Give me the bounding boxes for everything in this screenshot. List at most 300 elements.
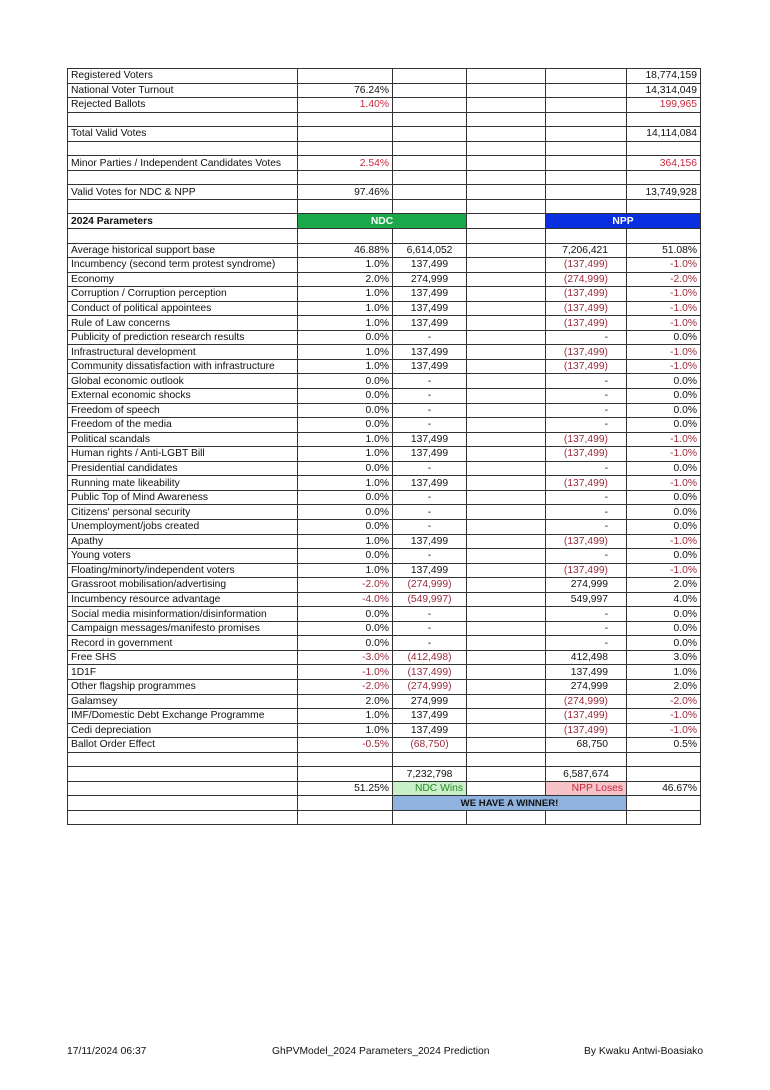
empty-cell [393,156,467,171]
empty-cell [546,752,627,767]
ndc-votes-cell: 274,999 [393,272,467,287]
parameter-row [68,418,701,433]
parameter-row [68,607,701,622]
empty-cell [467,490,546,505]
parameter-label: Global economic outlook [68,374,298,389]
parameter-rows [68,243,701,752]
empty-cell [467,287,546,302]
parameter-label: Unemployment/jobs created [68,519,298,534]
empty-cell [298,796,393,811]
parameter-row [68,243,701,258]
empty-cell [467,316,546,331]
parameter-label: Human rights / Anti-LGBT Bill [68,447,298,462]
npp-votes-cell: 549,997 [546,592,627,607]
parameter-label: Publicity of prediction research results [68,330,298,345]
npp-pct-cell: 2.0% [627,578,701,593]
empty-cell [467,69,546,84]
parameter-row [68,301,701,316]
parameter-row [68,738,701,753]
empty-cell [627,199,701,214]
row-registered-voters [68,69,701,84]
empty-cell [393,98,467,113]
npp-pct-cell: 4.0% [627,592,701,607]
empty-cell [467,359,546,374]
parameter-row [68,389,701,404]
row-valid-ndc-npp [68,185,701,200]
parameter-label: External economic shocks [68,389,298,404]
empty-cell [546,127,627,142]
ndc-pct-cell: 0.0% [298,330,393,345]
npp-votes-cell: 274,999 [546,578,627,593]
row-vote-totals [68,767,701,782]
empty-cell [298,170,393,185]
ndc-pct-cell: -2.0% [298,679,393,694]
blank-row [68,752,701,767]
npp-votes-cell: - [546,621,627,636]
blank-row [68,112,701,127]
winner-banner: WE HAVE A WINNER! [393,796,627,811]
ndc-votes-cell: 137,499 [393,534,467,549]
parameter-row [68,272,701,287]
empty-cell [467,767,546,782]
ndc-total-pct: 51.25% [298,781,393,796]
row-minor-parties [68,156,701,171]
empty-cell [467,199,546,214]
blank-row [68,170,701,185]
npp-votes-cell: 68,750 [546,738,627,753]
parameter-label: Political scandals [68,432,298,447]
empty-cell [546,98,627,113]
npp-votes-cell: 7,206,421 [546,243,627,258]
ndc-votes-cell: 137,499 [393,563,467,578]
ndc-votes-cell: (68,750) [393,738,467,753]
npp-pct-cell: -1.0% [627,287,701,302]
npp-votes-cell: - [546,490,627,505]
ndc-pct-cell: 0.0% [298,403,393,418]
empty-cell [467,621,546,636]
empty-cell [298,229,393,244]
empty-cell [298,810,393,825]
parameter-row [68,447,701,462]
empty-cell [68,229,298,244]
npp-pct-cell: 0.0% [627,403,701,418]
empty-cell [467,534,546,549]
value-cell: 199,965 [627,98,701,113]
parameter-label: Presidential candidates [68,461,298,476]
empty-cell [393,112,467,127]
empty-cell [627,170,701,185]
ndc-pct-cell: -3.0% [298,650,393,665]
row-result [68,781,701,796]
empty-cell [467,665,546,680]
parameter-row [68,316,701,331]
empty-cell [298,752,393,767]
npp-pct-cell: 0.0% [627,374,701,389]
npp-total-pct: 46.67% [627,781,701,796]
npp-pct-cell: 0.5% [627,738,701,753]
empty-cell [467,127,546,142]
parameter-row [68,374,701,389]
empty-cell [467,83,546,98]
ndc-pct-cell: -1.0% [298,665,393,680]
npp-pct-cell: -1.0% [627,301,701,316]
npp-pct-cell: 0.0% [627,461,701,476]
parameter-label: Ballot Order Effect [68,738,298,753]
npp-votes-cell: (137,499) [546,534,627,549]
ndc-votes-cell: 137,499 [393,447,467,462]
npp-votes-cell: (137,499) [546,359,627,374]
npp-votes-cell: - [546,607,627,622]
empty-cell [467,418,546,433]
empty-cell [467,636,546,651]
empty-cell [467,563,546,578]
empty-cell [467,185,546,200]
parameter-label: Other flagship programmes [68,679,298,694]
ndc-header: NDC [298,214,467,229]
parameter-row [68,709,701,724]
npp-pct-cell: -1.0% [627,534,701,549]
empty-cell [627,752,701,767]
empty-cell [546,810,627,825]
parameter-row [68,679,701,694]
empty-cell [467,738,546,753]
npp-pct-cell: 0.0% [627,490,701,505]
ndc-pct-cell: 0.0% [298,461,393,476]
empty-cell [467,679,546,694]
parameter-label: Social media misinformation/disinformation [68,607,298,622]
ndc-pct-cell: 1.0% [298,447,393,462]
ndc-pct-cell: 0.0% [298,621,393,636]
empty-cell [467,258,546,273]
npp-pct-cell: 3.0% [627,650,701,665]
ndc-votes-cell: 137,499 [393,316,467,331]
empty-cell [546,185,627,200]
npp-votes-cell: (137,499) [546,258,627,273]
ndc-votes-cell: 137,499 [393,709,467,724]
empty-cell [546,141,627,156]
empty-cell [546,229,627,244]
empty-cell [68,796,298,811]
footer-datetime: 17/11/2024 06:37 [67,1046,147,1057]
ndc-pct-cell: 1.0% [298,723,393,738]
empty-cell [627,810,701,825]
pct-cell: 97.46% [298,185,393,200]
npp-pct-cell: 0.0% [627,505,701,520]
npp-votes-cell: 137,499 [546,665,627,680]
npp-pct-cell: 2.0% [627,679,701,694]
npp-votes-cell: (137,499) [546,287,627,302]
empty-cell [298,767,393,782]
empty-cell [467,156,546,171]
ndc-pct-cell: 0.0% [298,490,393,505]
npp-pct-cell: -1.0% [627,432,701,447]
npp-pct-cell: 0.0% [627,636,701,651]
ndc-votes-cell: 137,499 [393,258,467,273]
empty-cell [467,243,546,258]
empty-cell [467,432,546,447]
ndc-pct-cell: 1.0% [298,432,393,447]
empty-cell [467,578,546,593]
ndc-votes-cell: - [393,549,467,564]
ndc-result-badge: NDC Wins [393,781,467,796]
empty-cell [467,781,546,796]
ndc-votes-cell: 137,499 [393,432,467,447]
parameter-row [68,258,701,273]
parameter-row [68,287,701,302]
ndc-votes-cell: - [393,330,467,345]
parameter-row [68,578,701,593]
ndc-pct-cell: -2.0% [298,578,393,593]
ndc-pct-cell: 0.0% [298,505,393,520]
ndc-votes-cell: - [393,519,467,534]
parameter-row [68,330,701,345]
ndc-votes-cell: - [393,374,467,389]
parameter-label: Galamsey [68,694,298,709]
row-parameters-header [68,214,701,229]
empty-cell [467,214,546,229]
empty-cell [393,170,467,185]
empty-cell [467,607,546,622]
parameter-row [68,723,701,738]
npp-pct-cell: -1.0% [627,447,701,462]
npp-votes-cell: - [546,461,627,476]
empty-cell [393,83,467,98]
npp-pct-cell: -2.0% [627,694,701,709]
npp-votes-cell: (137,499) [546,709,627,724]
value-cell: 18,774,159 [627,69,701,84]
empty-cell [467,403,546,418]
parameter-label: Free SHS [68,650,298,665]
ndc-pct-cell: 0.0% [298,636,393,651]
parameter-label: Record in government [68,636,298,651]
parameter-label: Rule of Law concerns [68,316,298,331]
empty-cell [467,519,546,534]
empty-cell [467,752,546,767]
npp-pct-cell: 0.0% [627,549,701,564]
ndc-pct-cell: 1.0% [298,709,393,724]
parameter-label: Infrastructural development [68,345,298,360]
npp-pct-cell: -1.0% [627,563,701,578]
blank-row [68,141,701,156]
npp-votes-cell: 274,999 [546,679,627,694]
npp-votes-cell: - [546,418,627,433]
npp-votes-cell: - [546,330,627,345]
npp-votes-cell: 412,498 [546,650,627,665]
parameter-row [68,694,701,709]
parameter-label: Conduct of political appointees [68,301,298,316]
empty-cell [68,781,298,796]
npp-votes-cell: - [546,403,627,418]
empty-cell [298,199,393,214]
ndc-pct-cell: 1.0% [298,563,393,578]
empty-cell [393,141,467,156]
ndc-pct-cell: 0.0% [298,389,393,404]
parameter-label: Grassroot mobilisation/advertising [68,578,298,593]
empty-cell [68,752,298,767]
value-cell: 364,156 [627,156,701,171]
parameter-label: Average historical support base [68,243,298,258]
empty-cell [627,141,701,156]
parameter-label: Citizens' personal security [68,505,298,520]
empty-cell [467,389,546,404]
parameter-label: Cedi depreciation [68,723,298,738]
empty-cell [467,330,546,345]
empty-cell [393,229,467,244]
npp-votes-cell: (137,499) [546,345,627,360]
parameter-label: Community dissatisfaction with infrastructure [68,359,298,374]
empty-cell [467,592,546,607]
npp-header: NPP [546,214,701,229]
ndc-votes-cell: (274,999) [393,679,467,694]
ndc-pct-cell: 46.88% [298,243,393,258]
prediction-table [67,68,701,825]
parameter-label: Incumbency resource advantage [68,592,298,607]
ndc-total-votes: 7,232,798 [393,767,467,782]
ndc-votes-cell: 137,499 [393,301,467,316]
empty-cell [546,170,627,185]
footer-author: By Kwaku Antwi-Boasiako [584,1046,704,1057]
ndc-pct-cell: 0.0% [298,607,393,622]
npp-pct-cell: 0.0% [627,607,701,622]
empty-cell [393,69,467,84]
parameter-row [68,665,701,680]
npp-pct-cell: -1.0% [627,345,701,360]
parameter-label: Young voters [68,549,298,564]
parameter-row [68,359,701,374]
empty-cell [467,810,546,825]
ndc-votes-cell: (412,498) [393,650,467,665]
empty-cell [467,694,546,709]
parameter-label: Freedom of the media [68,418,298,433]
empty-cell [467,549,546,564]
empty-cell [68,767,298,782]
label-cell: Total Valid Votes [68,127,298,142]
label-cell: Valid Votes for NDC & NPP [68,185,298,200]
npp-votes-cell: - [546,549,627,564]
empty-cell [467,112,546,127]
empty-cell [627,229,701,244]
empty-cell [627,796,701,811]
empty-cell [68,141,298,156]
parameter-row [68,549,701,564]
pct-cell: 2.54% [298,156,393,171]
pct-cell [298,127,393,142]
npp-votes-cell: (137,499) [546,432,627,447]
parameter-label: Public Top of Mind Awareness [68,490,298,505]
npp-pct-cell: -1.0% [627,316,701,331]
npp-pct-cell: -1.0% [627,359,701,374]
npp-pct-cell: 0.0% [627,621,701,636]
npp-votes-cell: (137,499) [546,316,627,331]
empty-cell [68,810,298,825]
label-cell: Registered Voters [68,69,298,84]
ndc-votes-cell: - [393,418,467,433]
parameter-row [68,345,701,360]
npp-pct-cell: 0.0% [627,389,701,404]
row-winner-banner [68,796,701,811]
npp-pct-cell: -1.0% [627,258,701,273]
ndc-pct-cell: 2.0% [298,272,393,287]
empty-cell [467,98,546,113]
parameter-row [68,432,701,447]
empty-cell [467,461,546,476]
npp-pct-cell: 0.0% [627,418,701,433]
ndc-pct-cell: 1.0% [298,476,393,491]
ndc-votes-cell: 274,999 [393,694,467,709]
npp-votes-cell: - [546,505,627,520]
ndc-pct-cell: 1.0% [298,316,393,331]
ndc-pct-cell: 0.0% [298,549,393,564]
empty-cell [467,272,546,287]
npp-pct-cell: -1.0% [627,476,701,491]
blank-row [68,810,701,825]
row-rejected-ballots [68,98,701,113]
parameter-label: IMF/Domestic Debt Exchange Programme [68,709,298,724]
parameter-label: Freedom of speech [68,403,298,418]
parameter-row [68,403,701,418]
ndc-votes-cell: - [393,636,467,651]
empty-cell [467,723,546,738]
empty-cell [467,709,546,724]
empty-cell [467,505,546,520]
label-cell: Rejected Ballots [68,98,298,113]
ndc-pct-cell: -0.5% [298,738,393,753]
empty-cell [393,810,467,825]
npp-pct-cell: 0.0% [627,330,701,345]
footer-sheet-name: GhPVModel_2024 Parameters_2024 Prediction [272,1046,490,1057]
parameter-label: Running mate likeability [68,476,298,491]
npp-votes-cell: (137,499) [546,476,627,491]
pct-cell: 1.40% [298,98,393,113]
ndc-votes-cell: - [393,505,467,520]
empty-cell [467,476,546,491]
parameter-label: Floating/minorty/independent voters [68,563,298,578]
ndc-votes-cell: 137,499 [393,723,467,738]
ndc-votes-cell: (549,997) [393,592,467,607]
empty-cell [467,447,546,462]
parameters-title: 2024 Parameters [68,214,298,229]
parameter-label: Campaign messages/manifesto promises [68,621,298,636]
ndc-votes-cell: - [393,607,467,622]
empty-cell [467,170,546,185]
parameter-row [68,461,701,476]
npp-pct-cell: 1.0% [627,665,701,680]
npp-pct-cell: 0.0% [627,519,701,534]
ndc-pct-cell: 0.0% [298,374,393,389]
value-cell: 14,314,049 [627,83,701,98]
ndc-pct-cell: 1.0% [298,258,393,273]
parameter-row [68,592,701,607]
empty-cell [467,141,546,156]
pct-cell [298,69,393,84]
ndc-pct-cell: 0.0% [298,519,393,534]
npp-votes-cell: (137,499) [546,447,627,462]
parameter-row [68,505,701,520]
empty-cell [467,650,546,665]
blank-row [68,229,701,244]
parameter-label: Economy [68,272,298,287]
npp-pct-cell: -2.0% [627,272,701,287]
ndc-votes-cell: 137,499 [393,476,467,491]
empty-cell [298,141,393,156]
empty-cell [467,374,546,389]
ndc-votes-cell: - [393,461,467,476]
ndc-votes-cell: - [393,490,467,505]
npp-votes-cell: (137,499) [546,563,627,578]
ndc-votes-cell: 137,499 [393,359,467,374]
parameter-row [68,476,701,491]
label-cell: National Voter Turnout [68,83,298,98]
